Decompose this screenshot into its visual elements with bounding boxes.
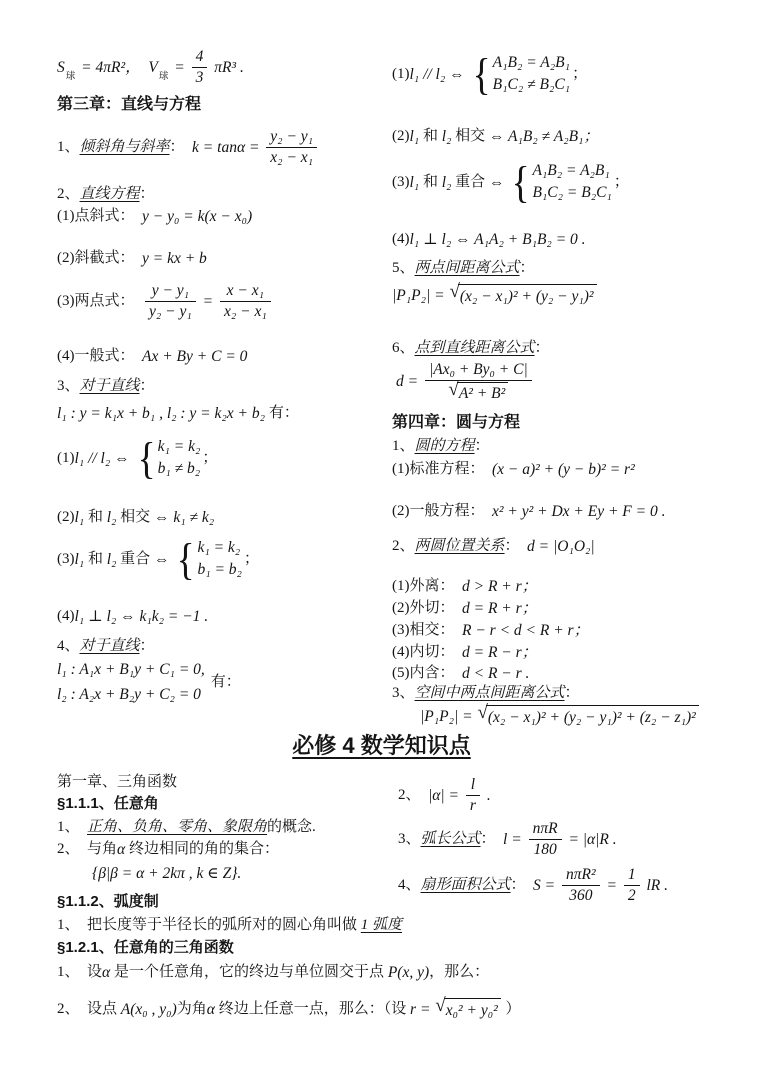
left-brace: {	[511, 157, 530, 207]
item-term: 弧长公式	[420, 830, 481, 847]
cases-lines	[532, 160, 611, 205]
formula-fragment: y = kx + b	[142, 250, 207, 267]
item-number: (2)	[57, 509, 75, 526]
cjk-text: 1、 把长度等于半径长的弧所对的圆心角叫做	[57, 917, 361, 933]
for-lines-4-item	[57, 637, 155, 656]
coincide-condition-ab	[392, 157, 629, 207]
item-term: 两点间距离公式	[414, 260, 520, 276]
radical-sign: √	[477, 702, 488, 723]
case-line: A₁B₂ = A₂B₁	[492, 54, 570, 71]
cjk-text: 和	[419, 128, 442, 145]
form-label: (2)斜截式：	[57, 250, 142, 267]
cjk-text: 相交	[116, 509, 154, 526]
circles-contained-case	[392, 664, 529, 683]
item-number: (1)	[57, 450, 75, 467]
case-line: b₁ = b₂	[197, 561, 242, 579]
item-number: 3、	[57, 378, 80, 394]
item-tail: 的概念.	[267, 819, 316, 835]
coterminal-angles-item	[57, 840, 279, 859]
formula-fragment: d =	[396, 373, 422, 391]
formula-fragment: d = R + r；	[462, 600, 538, 617]
formula-fragment: l =	[503, 830, 526, 848]
two-lines-general-pair	[57, 658, 241, 708]
formula-fragment: y − y₀ = k(x − x₀)	[142, 208, 253, 225]
left-brace: {	[176, 534, 195, 584]
fraction-denominator: 3	[195, 68, 204, 86]
formula-fragment: l₁ ⊥ l₂ ⇔ k₁k₂ = −1 .	[74, 608, 209, 625]
form-label: (2)外切：	[392, 600, 462, 617]
title-text: 必修 4 数学知识点	[292, 733, 471, 758]
formula-fragment: A(x₀ , y₀)	[120, 1000, 177, 1018]
item-term: 扇形面积公式	[420, 876, 511, 893]
item-colon: ：	[169, 138, 193, 155]
radical	[448, 378, 508, 403]
fraction	[145, 282, 196, 321]
formula-fragment: S	[57, 58, 65, 76]
formula-fragment: α	[117, 841, 130, 858]
formula-fragment: πR³ .	[210, 58, 244, 76]
formula-fragment: r =	[410, 1000, 435, 1018]
unit-circle-item	[57, 963, 489, 982]
equation-pair	[57, 658, 205, 708]
cjk-text: 和	[84, 509, 107, 526]
fraction-denominator: x₂ − x₁	[270, 148, 314, 166]
item-number: (4)	[57, 608, 75, 625]
radicand: (x₂ − x₁)² + (y₂ − y₁)²	[458, 284, 597, 306]
case-line: b₁ ≠ b₂	[157, 460, 201, 478]
cases-group	[471, 49, 571, 99]
item-number: 2、	[392, 538, 415, 555]
item-term: 空间中两点间距离公式	[414, 685, 565, 701]
two-lines-slope-intercept	[57, 404, 299, 423]
fraction-denominator	[425, 378, 532, 403]
item-number: 1、	[392, 438, 415, 454]
section-1-1-1-heading	[57, 795, 159, 814]
cases-group	[510, 157, 612, 207]
fraction-numerator: l	[466, 776, 480, 796]
equation-line: l₂ : A₂x + B₂y + C₂ = 0	[57, 685, 201, 703]
formula-fragment: ⇔ A₁B₂ ≠ A₂B₁；	[488, 128, 599, 145]
formula-fragment: l₁ ⊥ l₂ ⇔ A₁A₂ + B₁B₂ = 0 .	[409, 231, 586, 248]
formula-fragment: d < R − r .	[462, 665, 530, 682]
cjk-text: 和	[419, 174, 442, 191]
cases-group	[175, 534, 242, 584]
formula-fragment: l₁ // l₂ ⇔	[409, 65, 469, 83]
formula-fragment: l₁	[74, 509, 85, 526]
compulsory-4-title	[0, 732, 763, 760]
fraction	[466, 776, 480, 815]
radical-sign: √	[435, 995, 446, 1016]
left-brace: {	[472, 49, 491, 99]
item-colon: ：	[474, 438, 490, 454]
fraction-numerator: y − y₁	[145, 282, 196, 302]
item-number: 2、	[57, 1000, 88, 1017]
item-tail: ，那么：	[429, 964, 490, 981]
form-label: (4)内切：	[392, 644, 462, 661]
line-equation-item	[57, 185, 155, 204]
intersect-condition-ab	[392, 127, 599, 146]
fraction	[529, 820, 562, 859]
point-line-distance-formula	[396, 361, 535, 403]
item-term: 对于直线	[79, 638, 140, 654]
item-number: (2)	[392, 128, 410, 145]
fraction	[562, 866, 600, 905]
cases-lines	[197, 537, 242, 582]
punctuation: ；	[613, 174, 629, 191]
punctuation: ；	[243, 551, 259, 568]
cjk-text: 重合	[451, 174, 489, 191]
sector-area-formula	[398, 866, 668, 905]
for-lines-3-item	[57, 377, 155, 396]
fraction	[624, 866, 640, 905]
intersect-condition-k	[57, 508, 214, 527]
radian-definition-item	[57, 916, 402, 935]
form-label: (4)一般式：	[57, 348, 142, 365]
formula-fragment: ⇔	[153, 550, 174, 568]
formula-fragment: d = |O₁O₂|	[527, 538, 595, 555]
arc-length-formula	[398, 820, 617, 859]
heading-text: 第三章：直线与方程	[57, 96, 202, 113]
formula-fragment: =	[170, 58, 189, 76]
cjk-text: 为角	[176, 1000, 207, 1017]
fraction-numerator: nπR²	[562, 866, 600, 886]
radical-sign: √	[448, 378, 459, 400]
formula-fragment: l₂	[441, 128, 452, 145]
formula-fragment: |P₁P₂| =	[420, 707, 477, 725]
form-label: (1)标准方程：	[392, 461, 492, 478]
cases-lines	[493, 52, 570, 97]
radicand: x₀² + y₀²	[444, 998, 501, 1020]
radical	[435, 995, 500, 1020]
item-number: 2、	[57, 841, 88, 858]
formula-fragment: l₂	[106, 509, 117, 526]
fraction-denominator: 2	[627, 886, 636, 904]
item-term: 两圆位置关系	[414, 538, 505, 555]
formula-fragment: |α| =	[428, 786, 463, 804]
formula-fragment: R − r < d < R + r；	[462, 622, 590, 639]
item-number: 2、	[57, 186, 80, 202]
formula-fragment: x² + y² + Dx + Ey + F = 0 .	[492, 503, 666, 520]
circles-external-tangent-case	[392, 599, 537, 618]
fraction-numerator: y₂ − y₁	[266, 128, 317, 148]
item-colon: ：	[139, 186, 155, 202]
formula-fragment: = 4πR²，	[77, 58, 149, 76]
fraction-numerator: 4	[192, 48, 208, 68]
radicand: (x₂ − x₁)² + (y₂ − y₁)² + (z₂ − z₁)²	[486, 705, 699, 727]
circles-internal-tangent-case	[392, 643, 537, 662]
item-term: 圆的方程	[414, 438, 475, 454]
radical	[477, 702, 698, 727]
item-term: 倾斜角与斜率	[79, 138, 170, 155]
item-term: 直线方程	[79, 186, 140, 202]
heading-text: §1.1.2、弧度制	[57, 893, 159, 910]
cjk-text: 和	[84, 551, 107, 568]
fraction-denominator: r	[469, 796, 476, 814]
slope-intercept-form	[57, 249, 207, 268]
item-number: 1、	[57, 819, 88, 835]
cases-group	[136, 433, 201, 483]
item-colon: ：	[564, 685, 580, 701]
perpendicular-condition-ab	[392, 230, 586, 249]
item-colon: ：	[480, 830, 504, 847]
formula-fragment: l₁	[409, 128, 420, 145]
radical-sign: √	[449, 281, 460, 302]
item-colon: ：	[139, 638, 155, 654]
section-1-1-2-heading	[57, 893, 159, 912]
slope-formula-item	[57, 128, 320, 167]
section-1-2-1-heading	[57, 939, 234, 958]
cjk-text: 设	[87, 964, 103, 981]
fraction-denominator: 180	[533, 840, 557, 858]
formula-fragment: (x − a)² + (y − b)² = r²	[492, 461, 635, 478]
fraction-numerator: 1	[624, 866, 640, 886]
cases-lines	[158, 436, 201, 481]
case-line: k₁ = k₂	[197, 539, 241, 556]
form-label: (5)内含：	[392, 665, 462, 682]
case-line: k₁ = k₂	[157, 438, 201, 455]
sphere-surface-volume-formula	[57, 48, 244, 87]
fraction-numerator: x − x₁	[220, 282, 271, 302]
angle-concepts-item	[57, 818, 316, 837]
circles-intersect-case	[392, 621, 589, 640]
fraction-denominator: y₂ − y₁	[149, 302, 192, 320]
formula-fragment: l₁	[409, 173, 420, 191]
subscript-label: 球	[65, 71, 76, 82]
cjk-text: 与角	[87, 841, 118, 858]
fraction	[220, 282, 271, 321]
cjk-text: 设点	[87, 1000, 121, 1017]
formula-fragment: .	[482, 786, 491, 804]
fraction	[266, 128, 317, 167]
formula-fragment: l₂	[106, 550, 117, 568]
fraction-numerator: |Ax₀ + By₀ + C|	[425, 361, 532, 381]
item-number: 2、	[398, 786, 429, 803]
two-point-distance-formula	[392, 281, 598, 306]
case-line: A₁B₂ = A₂B₁	[532, 162, 610, 179]
circles-separate-case	[392, 577, 537, 596]
radian-measure-formula	[398, 776, 491, 815]
point-slope-form	[57, 207, 252, 226]
two-point-distance-item	[392, 259, 535, 278]
item-colon: ：	[510, 876, 534, 893]
coincide-condition-k	[57, 534, 259, 584]
chapter-1-trig-heading	[57, 773, 177, 792]
formula-fragment: = |α|R .	[564, 830, 617, 848]
form-label: (1)外离：	[392, 578, 462, 595]
case-line: B₁C₂ ≠ B₂C₁	[492, 76, 571, 94]
form-label: (2)一般方程：	[392, 503, 492, 520]
formula-fragment: S =	[533, 876, 560, 894]
item-number: 1、	[57, 964, 88, 981]
form-label: (3)两点式：	[57, 292, 142, 309]
heading-text: 第四章：圆与方程	[392, 414, 521, 431]
terminal-side-point-item	[57, 995, 521, 1020]
item-colon: ：	[519, 260, 535, 276]
formula-fragment: α	[206, 1000, 219, 1018]
item-number: 3、	[392, 685, 415, 701]
item-colon: ：	[504, 538, 528, 555]
form-label: (1)点斜式：	[57, 208, 142, 225]
punctuation: ；	[572, 66, 588, 83]
parallel-condition-k	[57, 433, 218, 483]
formula-fragment: ⇔ k₁ ≠ k₂	[153, 509, 215, 526]
item-number: 4、	[57, 638, 80, 654]
item-number: 4、	[398, 876, 421, 893]
fraction	[192, 48, 208, 87]
cjk-text: 重合	[116, 551, 154, 568]
item-term: 正角、负角、零角、象限角	[87, 819, 268, 835]
item-number: 5、	[392, 260, 415, 276]
item-term: 点到直线距离公式	[414, 340, 535, 356]
item-number: (3)	[57, 551, 75, 568]
formula-fragment: l₁ // l₂ ⇔	[74, 449, 134, 467]
fraction-numerator: nπR	[529, 820, 562, 840]
cjk-text: 有：	[210, 674, 241, 691]
item-number: (3)	[392, 174, 410, 191]
space-distance-formula	[420, 702, 700, 727]
formula-fragment: α	[102, 964, 115, 981]
item-number: (4)	[392, 231, 410, 248]
formula-fragment: d = R − r；	[462, 644, 538, 661]
point-line-distance-item	[392, 339, 550, 358]
item-number: 3、	[398, 830, 421, 847]
circle-equation-item	[392, 437, 490, 456]
item-colon: ：	[534, 340, 550, 356]
radicand: A² + B²	[457, 382, 508, 403]
formula-fragment: {β|β = α + 2kπ , k ∈ Z}.	[92, 865, 242, 882]
formula-fragment: d > R + r；	[462, 578, 538, 595]
item-number: 6、	[392, 340, 415, 356]
radical	[449, 281, 596, 306]
formula-fragment: l₁	[74, 550, 85, 568]
formula-fragment: Ax + By + C = 0	[142, 348, 248, 365]
fraction-denominator: x₂ − x₁	[223, 302, 267, 320]
punctuation: ；	[202, 450, 218, 467]
perpendicular-condition-k	[57, 607, 208, 626]
heading-text: 第一章、三角函数	[57, 774, 178, 790]
heading-text: §1.1.1、任意角	[57, 795, 159, 812]
cjk-text: 有：	[268, 405, 299, 422]
item-term: 对于直线	[79, 378, 140, 394]
cjk-text: 是一个任意角，它的终边与单位圆交于点	[114, 964, 388, 981]
formula-fragment: =	[198, 292, 217, 310]
equation-line: l₁ : A₁x + B₁y + C₁ = 0,	[57, 661, 205, 678]
formula-fragment: l₁ : y = k₁x + b₁ , l₂ : y = k₂x + b₂	[57, 405, 269, 422]
general-form	[57, 347, 247, 366]
two-circles-relation-item	[392, 537, 595, 556]
fraction-denominator: 360	[569, 886, 593, 904]
formula-fragment: =	[602, 876, 621, 894]
formula-fragment: ⇔	[488, 173, 509, 191]
left-brace: {	[137, 433, 156, 483]
formula-fragment: V	[148, 58, 158, 76]
formula-fragment: lR .	[642, 876, 669, 894]
item-tail: ）	[501, 1000, 521, 1017]
parallel-condition-ab	[392, 49, 588, 99]
space-distance-item	[392, 684, 580, 703]
item-tail: 终边相同的角的集合：	[129, 841, 280, 858]
chapter-3-heading	[57, 95, 201, 115]
cjk-text: 相交	[451, 128, 489, 145]
item-colon: ：	[139, 378, 155, 394]
coterminal-set-formula	[92, 864, 241, 883]
item-number: 1、	[57, 138, 80, 155]
two-point-form	[57, 282, 274, 321]
formula-fragment: |P₁P₂| =	[392, 286, 449, 304]
formula-fragment: l₂	[441, 173, 452, 191]
chapter-4-heading	[392, 413, 520, 433]
subscript-label: 球	[158, 71, 169, 82]
fraction	[425, 361, 532, 403]
case-line: B₁C₂ = B₂C₁	[532, 184, 612, 202]
formula-fragment: P(x, y)	[387, 964, 430, 981]
circle-standard-form	[392, 460, 635, 479]
cjk-text: 终边上任意一点，那么：（设	[218, 1000, 411, 1017]
formula-fragment: k = tanα =	[192, 138, 264, 156]
item-term: 1 弧度	[360, 917, 403, 933]
item-number: (1)	[392, 66, 410, 83]
heading-text: §1.2.1、任意角的三角函数	[57, 939, 234, 956]
circle-general-form	[392, 502, 666, 521]
form-label: (3)相交：	[392, 622, 462, 639]
